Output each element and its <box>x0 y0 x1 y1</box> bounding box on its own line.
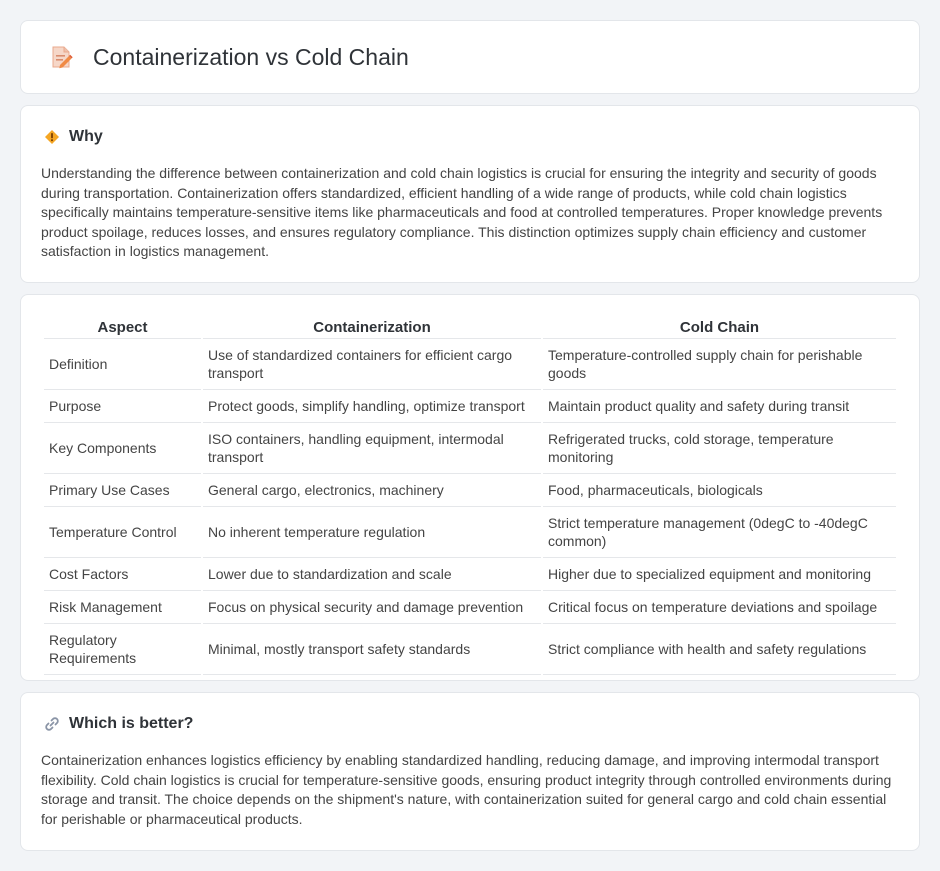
cell-cold-chain: Maintain product quality and safety during transit <box>543 390 896 423</box>
cell-cold-chain: Refrigerated trucks, cold storage, temperature monitoring <box>543 423 896 474</box>
cell-cold-chain: Temperature-controlled supply chain for perishable goods <box>543 339 896 390</box>
table-row <box>44 591 896 624</box>
warning-diamond-icon <box>43 128 61 146</box>
cell-aspect: Purpose <box>44 390 201 423</box>
why-text: Understanding the difference between containerization and cold chain logistics is crucial for ensuring the integrity and security of goods during transportation. Containerization offers standardized, efficient handling of a wide range of products, while cold chain logistics specifically maintains temperature-sensitive items like pharmaceuticals and food at controlled temperatures. Proper knowledge prevents product spoilage, reduces losses, and ensures regulatory compliance. This distinction optimizes supply chain efficiency and customer satisfaction in logistics management. <box>41 165 883 260</box>
cell-containerization: Protect goods, simplify handling, optimize transport <box>203 390 541 423</box>
which-is-better-section <box>20 692 920 851</box>
cell-cold-chain: Food, pharmaceuticals, biologicals <box>543 474 896 507</box>
header-cold-chain: Cold Chain <box>543 315 896 339</box>
header-containerization: Containerization <box>203 315 541 339</box>
better-heading: Which is better? <box>69 715 194 732</box>
cell-containerization: ISO containers, handling equipment, intermodal transport <box>203 423 541 474</box>
table-row <box>44 339 896 390</box>
cell-cold-chain: Higher due to specialized equipment and monitoring <box>543 558 896 591</box>
cell-aspect: Regulatory Requirements <box>44 624 201 675</box>
table-row <box>44 390 896 423</box>
why-section <box>20 105 920 283</box>
cell-cold-chain: Strict compliance with health and safety regulations <box>543 624 896 675</box>
cell-containerization: Use of standardized containers for efficient cargo transport <box>203 339 541 390</box>
better-text: Containerization enhances logistics efficiency by enabling standardized handling, reducing damage, and improving intermodal transport flexibility. Cold chain logistics is crucial for temperature-sensitive goods, ensuring product integrity through controlled environments during storage and transit. The choice depends on the shipment's nature, with containerization suited for general cargo and cold chain essential for perishable or pharmaceutical products. <box>41 752 892 827</box>
cell-aspect: Primary Use Cases <box>44 474 201 507</box>
cell-containerization: No inherent temperature regulation <box>203 507 541 558</box>
table-row <box>44 624 896 675</box>
table-row <box>44 474 896 507</box>
page-title: Containerization vs Cold Chain <box>93 43 409 70</box>
cell-cold-chain: Strict temperature management (0degC to -40degC common) <box>543 507 896 558</box>
document-pencil-icon <box>47 43 75 71</box>
title-card <box>20 20 920 94</box>
better-heading-row <box>41 715 899 733</box>
cell-aspect: Key Components <box>44 423 201 474</box>
cell-aspect: Cost Factors <box>44 558 201 591</box>
cell-containerization: Minimal, mostly transport safety standards <box>203 624 541 675</box>
header-aspect: Aspect <box>44 315 201 339</box>
cell-aspect: Risk Management <box>44 591 201 624</box>
cell-containerization: Focus on physical security and damage prevention <box>203 591 541 624</box>
table-row <box>44 558 896 591</box>
table-row <box>44 423 896 474</box>
cell-cold-chain: Critical focus on temperature deviations and spoilage <box>543 591 896 624</box>
why-heading-row <box>41 128 899 146</box>
cell-containerization: General cargo, electronics, machinery <box>203 474 541 507</box>
comparison-table <box>42 315 898 675</box>
cell-aspect: Temperature Control <box>44 507 201 558</box>
why-heading: Why <box>69 128 103 145</box>
cell-aspect: Definition <box>44 339 201 390</box>
table-row <box>44 507 896 558</box>
cell-containerization: Lower due to standardization and scale <box>203 558 541 591</box>
link-icon <box>43 715 61 733</box>
comparison-table-card <box>20 294 920 681</box>
